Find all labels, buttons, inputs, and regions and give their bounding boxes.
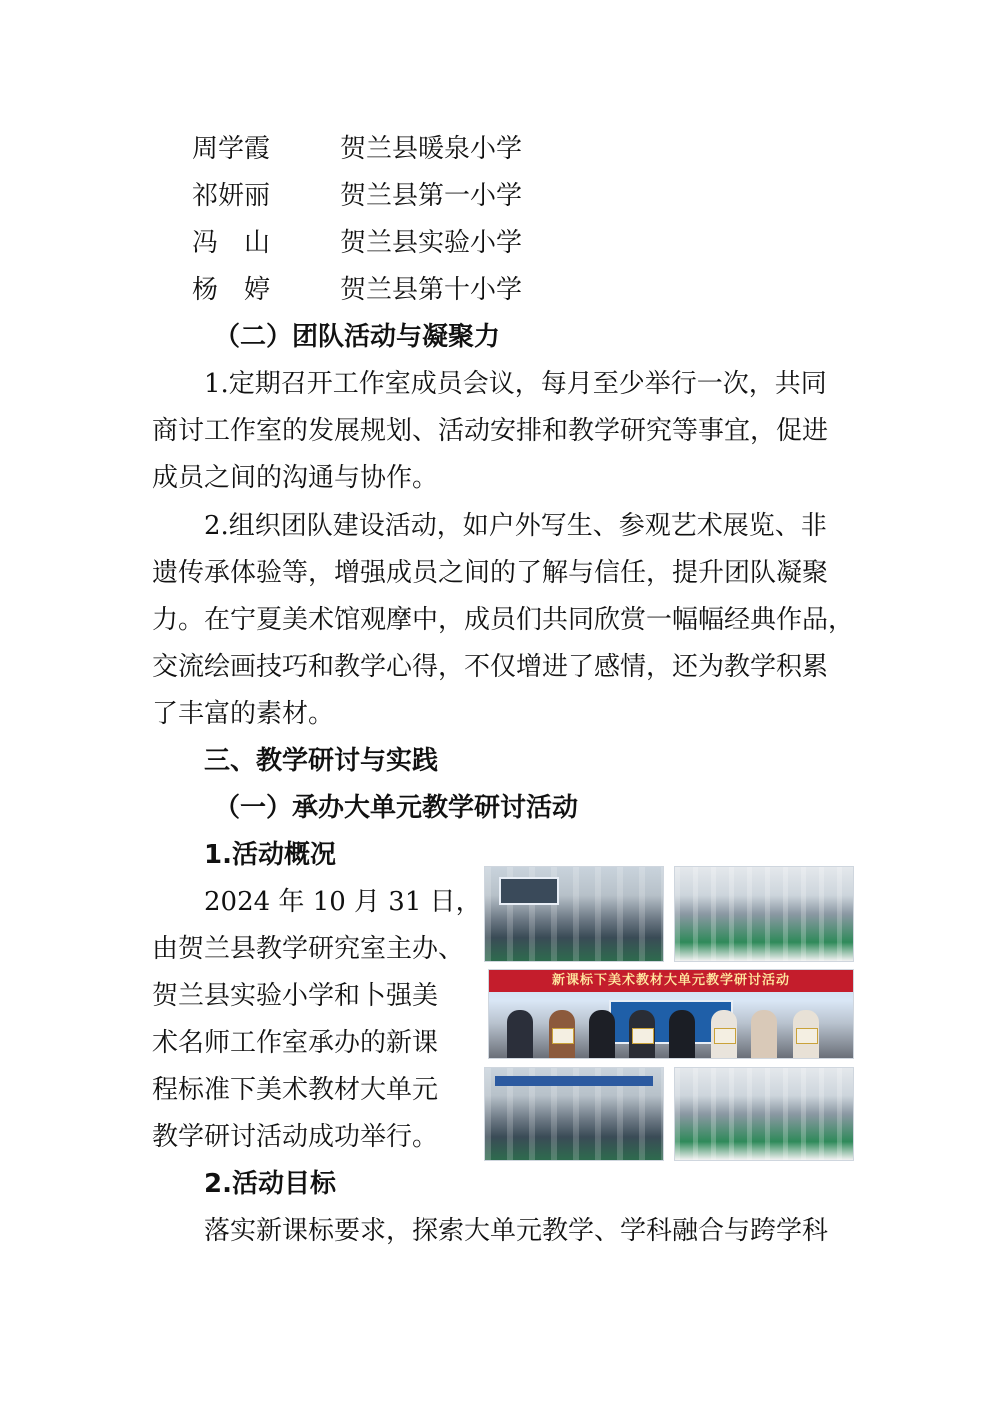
overview-line: 贺兰县实验小学和卜强美 (152, 981, 439, 1011)
overview-line: 2024 年 10 月 31 日， (204, 887, 482, 917)
projector-screen (499, 877, 559, 905)
item-heading-overview: 1.活动概况 (204, 840, 336, 870)
certificate (714, 1028, 736, 1044)
item-heading-goal: 2.活动目标 (204, 1169, 336, 1199)
overview-line: 术名师工作室承办的新课 (152, 1028, 439, 1058)
member-school: 贺兰县实验小学 (340, 228, 523, 258)
photo-meeting-audience (484, 866, 664, 962)
person-figure (507, 1010, 533, 1058)
overview-line: 教学研讨活动成功举行。 (152, 1122, 439, 1152)
person-figure (589, 1010, 615, 1058)
member-name: 杨 婷 (192, 275, 271, 305)
member-name: 冯 山 (192, 228, 271, 258)
certificate (796, 1028, 818, 1044)
paragraph-line: 交流绘画技巧和教学心得，不仅增进了感情，还为教学积累 (152, 652, 829, 682)
paragraph-line: 了丰富的素材。 (152, 699, 335, 729)
member-school: 贺兰县暖泉小学 (340, 134, 523, 164)
photo-classroom-lesson (674, 1067, 854, 1161)
subsection-heading: （一）承办大单元教学研讨活动 (214, 793, 579, 823)
event-banner: 新课标下美术教材大单元教学研讨活动 (489, 970, 853, 992)
member-name: 祁妍丽 (192, 181, 271, 211)
photo-group-certificates (488, 969, 854, 1059)
certificate (552, 1028, 574, 1044)
member-school: 贺兰县第十小学 (340, 275, 523, 305)
member-name: 周学霞 (192, 134, 271, 164)
paragraph-line: 商讨工作室的发展规划、活动安排和教学研究等事宜，促进 (152, 416, 829, 446)
paragraph-line: 落实新课标要求，探索大单元教学、学科融合与跨学科 (204, 1216, 829, 1246)
paragraph-line: 1.定期召开工作室成员会议，每月至少举行一次，共同 (204, 369, 827, 399)
person-figure (751, 1010, 777, 1058)
banner-strip (495, 1076, 653, 1086)
overview-line: 由贺兰县教学研究室主办、 (152, 934, 465, 964)
paragraph-line: 力。在宁夏美术馆观摩中，成员们共同欣赏一幅幅经典作品， (152, 605, 855, 635)
section-heading-three: 三、教学研讨与实践 (204, 746, 439, 776)
paragraph-line: 成员之间的沟通与协作。 (152, 463, 439, 493)
member-school: 贺兰县第一小学 (340, 181, 523, 211)
person-figure (669, 1010, 695, 1058)
certificate (632, 1028, 654, 1044)
photo-classroom-students (674, 866, 854, 962)
photo-lecture-audience (484, 1067, 664, 1161)
paragraph-line: 遗传承体验等，增强成员之间的了解与信任，提升团队凝聚 (152, 558, 829, 588)
overview-line: 程标准下美术教材大单元 (152, 1075, 439, 1105)
section-heading-team: （二）团队活动与凝聚力 (214, 322, 501, 352)
paragraph-line: 2.组织团队建设活动，如户外写生、参观艺术展览、非 (204, 511, 827, 541)
